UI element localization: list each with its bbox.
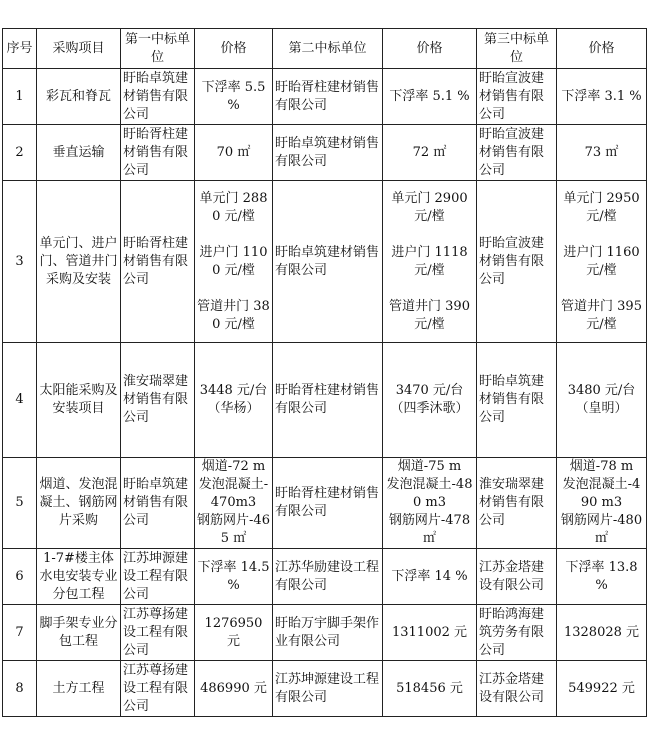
price-line: 管道井门 395 元/樘: [561, 298, 642, 332]
bidder-1: 盱眙胥柱建材销售有限公司: [121, 125, 195, 181]
price-1: 下浮率 14.5 %: [195, 549, 273, 605]
table-row: [3, 458, 647, 549]
price-line: 烟道-72 m: [201, 459, 266, 474]
price-1: 486990 元: [195, 661, 273, 717]
price-line: 烟道-75 m: [397, 459, 462, 474]
table-row: [3, 69, 647, 125]
price-line: 进户门 1160 元/樘: [563, 244, 640, 278]
price-2: 下浮率 14 %: [383, 549, 477, 605]
header-price-2: 价格: [383, 29, 477, 69]
price-1: 1276950 元: [195, 605, 273, 661]
table-row: [3, 181, 647, 343]
procurement-table: [2, 28, 647, 717]
price-3: [557, 343, 647, 458]
row-item: 脚手架专业分包工程: [37, 605, 121, 661]
bidder-1: 江苏尊扬建设工程有限公司: [121, 605, 195, 661]
price-1: [195, 181, 273, 343]
price-2: [383, 181, 477, 343]
row-no: 4: [3, 343, 37, 458]
price-2: 下浮率 5.1 %: [383, 69, 477, 125]
header-bidder-3: 第三中标单位: [477, 29, 557, 69]
row-no: 7: [3, 605, 37, 661]
bidder-2: 江苏坤源建设工程有限公司: [273, 661, 383, 717]
price-3: [557, 181, 647, 343]
bidder-3: 盱眙鸿海建筑劳务有限公司: [477, 605, 557, 661]
row-no: 5: [3, 458, 37, 549]
table-row: [3, 549, 647, 605]
table-row: [3, 343, 647, 458]
bidder-1: 盱眙卓筑建材销售有限公司: [121, 458, 195, 549]
price-line: 3470 元/台: [395, 383, 464, 398]
bidder-3: 江苏金塔建设有限公司: [477, 549, 557, 605]
price-line: 单元门 2880 元/樘: [199, 190, 268, 224]
header-price-1: 价格: [195, 29, 273, 69]
price-3: 1328028 元: [557, 605, 647, 661]
bidder-3: 盱眙宣波建材销售有限公司: [477, 181, 557, 343]
price-3: 下浮率 3.1 %: [557, 69, 647, 125]
price-1: [195, 343, 273, 458]
header-item: 采购项目: [37, 29, 121, 69]
bidder-3: 盱眙宣波建材销售有限公司: [477, 69, 557, 125]
bidder-1: 江苏尊扬建设工程有限公司: [121, 661, 195, 717]
price-line: 钢筋网片-478 ㎡: [388, 513, 471, 546]
row-no: 6: [3, 549, 37, 605]
header-no: 序号: [3, 29, 37, 69]
brand-line: （四季沐歌）: [390, 401, 469, 416]
price-line: 3480 元/台: [567, 383, 636, 398]
row-no: 3: [3, 181, 37, 343]
price-1: 70 ㎡: [195, 125, 273, 181]
brand-line: （皇明）: [575, 401, 628, 416]
price-3: 下浮率 13.8 %: [557, 549, 647, 605]
bidder-3: 江苏金塔建设有限公司: [477, 661, 557, 717]
brand-line: （华杨）: [207, 401, 260, 416]
bidder-1: 淮安瑞翠建材销售有限公司: [121, 343, 195, 458]
bidder-2: 盱眙卓筑建材销售有限公司: [273, 181, 383, 343]
price-line: 钢筋网片-465 ㎡: [197, 513, 270, 546]
price-2: 1311002 元: [383, 605, 477, 661]
price-line: 3448 元/台: [199, 383, 268, 398]
header-price-3: 价格: [557, 29, 647, 69]
bidder-3: 盱眙卓筑建材销售有限公司: [477, 343, 557, 458]
bidder-3: 盱眙宣波建材销售有限公司: [477, 125, 557, 181]
row-item: 彩瓦和脊瓦: [37, 69, 121, 125]
price-line: 烟道-78 m: [569, 459, 634, 474]
row-item: 1-7#楼主体水电安装专业分包工程: [37, 549, 121, 605]
price-line: 管道井门 380 元/樘: [197, 298, 270, 332]
price-line: 钢筋网片-480 ㎡: [560, 513, 643, 546]
price-line: 发泡混凝土-470m3: [198, 477, 269, 510]
row-no: 2: [3, 125, 37, 181]
price-2: 518456 元: [383, 661, 477, 717]
table-row: [3, 661, 647, 717]
row-item: 烟道、发泡混凝土、钢筋网片采购: [37, 458, 121, 549]
bidder-1: 盱眙卓筑建材销售有限公司: [121, 69, 195, 125]
price-1: 下浮率 5.5 %: [195, 69, 273, 125]
header-row: [3, 29, 647, 69]
table-row: [3, 125, 647, 181]
bidder-2: 盱眙胥柱建材销售有限公司: [273, 343, 383, 458]
price-line: 管道井门 390 元/樘: [389, 298, 470, 332]
price-2: 72 ㎡: [383, 125, 477, 181]
row-no: 8: [3, 661, 37, 717]
row-item: 土方工程: [37, 661, 121, 717]
bidder-2: 江苏华励建设工程有限公司: [273, 549, 383, 605]
price-2: [383, 458, 477, 549]
header-bidder-1: 第一中标单位: [121, 29, 195, 69]
price-line: 单元门 2950 元/樘: [563, 190, 640, 224]
row-item: 单元门、进户门、管道井门采购及安装: [37, 181, 121, 343]
table-row: [3, 605, 647, 661]
price-line: 进户门 1100 元/樘: [199, 244, 268, 278]
bidder-2: 盱眙胥柱建材销售有限公司: [273, 69, 383, 125]
price-line: 发泡混凝土-480 m3: [386, 477, 473, 510]
price-2: [383, 343, 477, 458]
bidder-2: 盱眙胥柱建材销售有限公司: [273, 458, 383, 549]
price-3: 73 ㎡: [557, 125, 647, 181]
row-item: 垂直运输: [37, 125, 121, 181]
bidder-2: 盱眙卓筑建材销售有限公司: [273, 125, 383, 181]
price-1: [195, 458, 273, 549]
bidder-1: 江苏坤源建设工程有限公司: [121, 549, 195, 605]
header-bidder-2: 第二中标单位: [273, 29, 383, 69]
price-line: 单元门 2900 元/樘: [391, 190, 468, 224]
bidder-2: 盱眙万宇脚手架作业有限公司: [273, 605, 383, 661]
row-item: 太阳能采购及安装项目: [37, 343, 121, 458]
price-line: 发泡混凝土-490 m3: [562, 477, 641, 510]
bidder-3: 淮安瑞翠建材销售有限公司: [477, 458, 557, 549]
price-3: 549922 元: [557, 661, 647, 717]
price-line: 进户门 1118 元/樘: [391, 244, 468, 278]
bidder-1: 盱眙胥柱建材销售有限公司: [121, 181, 195, 343]
row-no: 1: [3, 69, 37, 125]
price-3: [557, 458, 647, 549]
